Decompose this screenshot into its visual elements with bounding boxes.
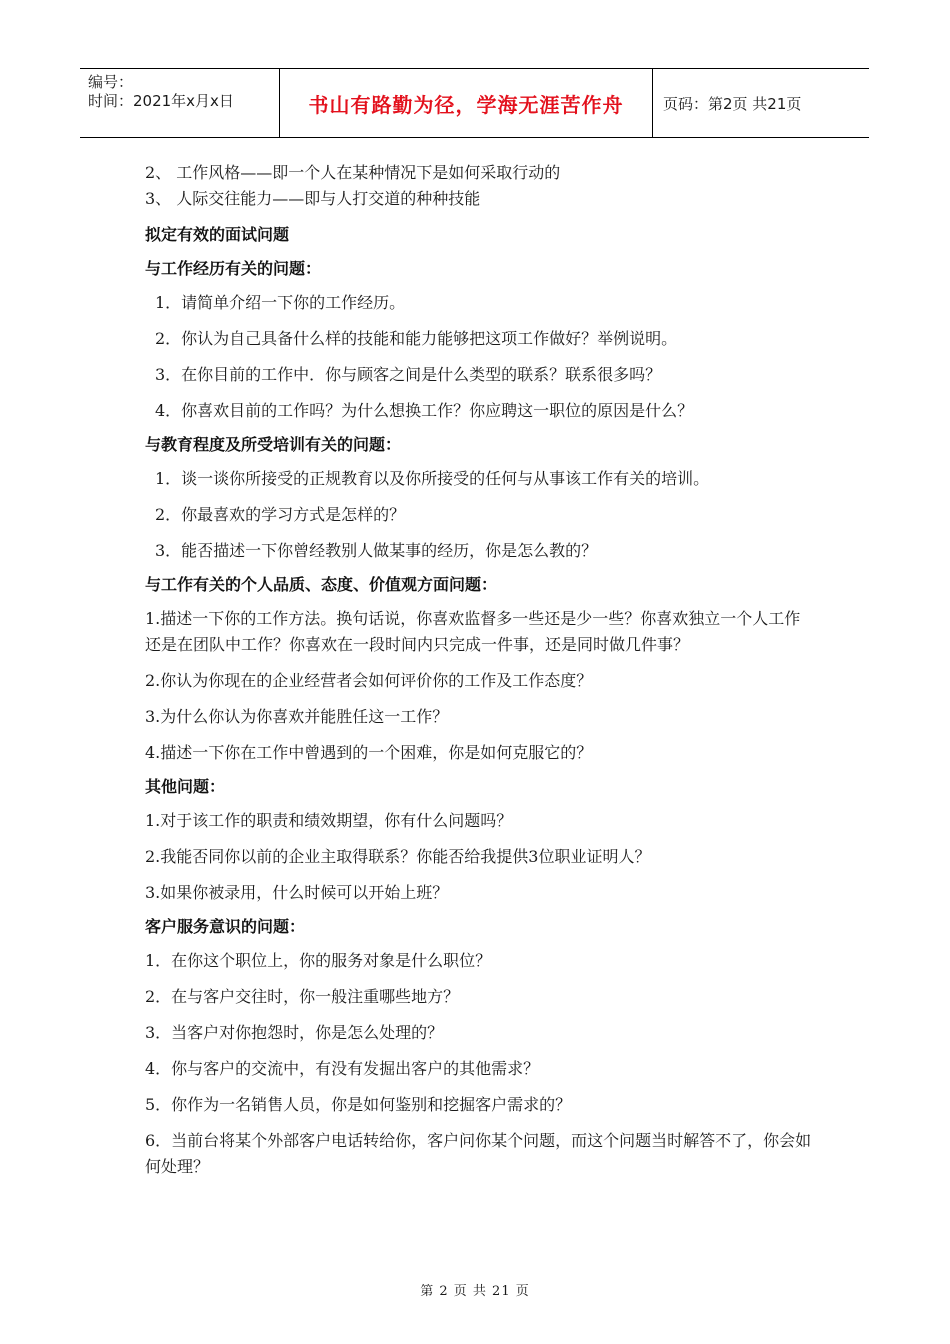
list-item: 2.你认为你现在的企业经营者会如何评价你的工作及工作态度？ bbox=[145, 671, 593, 690]
list-item: 5．你作为一名销售人员，你是如何鉴别和挖掘客户需求的？ bbox=[145, 1095, 572, 1114]
page-footer: 第 2 页 共 21 页 bbox=[420, 1284, 530, 1299]
list-item: 3．能否描述一下你曾经教别人做某事的经历，你是怎么教的？ bbox=[155, 541, 598, 560]
header-page-code: 页码：第2页 共21页 bbox=[663, 94, 802, 113]
list-item: 1．在你这个职位上，你的服务对象是什么职位？ bbox=[145, 951, 492, 970]
list-item: 4．你与客户的交流中，有没有发掘出客户的其他需求？ bbox=[145, 1059, 540, 1078]
list-item: 6．当前台将某个外部客户电话转给你，客户问你某个问题，而这个问题当时解答不了，你会如何处理？ bbox=[145, 1131, 812, 1176]
section-heading: 其他问题： bbox=[145, 777, 226, 796]
header-motto: 书山有路勤为径，学海无涯苦作舟 bbox=[308, 92, 624, 117]
list-item: 2．你最喜欢的学习方式是怎样的？ bbox=[155, 505, 406, 524]
section-heading: 与工作有关的个人品质、态度、价值观方面问题： bbox=[145, 575, 498, 594]
list-item: 1．谈一谈你所接受的正规教育以及你所接受的任何与从事该工作有关的培训。 bbox=[155, 469, 710, 488]
intro-line: 2、 工作风格——即一个人在某种情况下是如何采取行动的 bbox=[145, 163, 561, 182]
header-motto-cell bbox=[280, 69, 653, 137]
list-item: 1．请简单介绍一下你的工作经历。 bbox=[155, 293, 406, 312]
list-item: 1.描述一下你的工作方法。换句话说，你喜欢监督多一些还是少一些？你喜欢独立一个人工作还是在团队中工作？你喜欢在一段时间内只完成一件事，还是同时做几件事？ bbox=[145, 609, 801, 654]
list-item: 2.我能否同你以前的企业主取得联系？你能否给我提供3位职业证明人？ bbox=[145, 847, 651, 866]
list-item: 1.对于该工作的职责和绩效期望，你有什么问题吗？ bbox=[145, 811, 513, 830]
header-meta bbox=[80, 69, 280, 137]
list-item: 2．你认为自己具备什么样的技能和能力能够把这项工作做好？举例说明。 bbox=[155, 329, 678, 348]
page-header bbox=[80, 68, 869, 138]
list-item: 3．在你目前的工作中．你与顾客之间是什么类型的联系？联系很多吗？ bbox=[155, 365, 662, 384]
document-body bbox=[145, 160, 815, 1190]
list-item: 4.描述一下你在工作中曾遇到的一个困难，你是如何克服它的？ bbox=[145, 743, 593, 762]
header-time-label: 时间：2021年x月x日 bbox=[88, 92, 234, 110]
list-item: 3．当客户对你抱怨时，你是怎么处理的？ bbox=[145, 1023, 444, 1042]
list-item: 2．在与客户交往时，你一般注重哪些地方？ bbox=[145, 987, 460, 1006]
section-heading: 拟定有效的面试问题 bbox=[145, 225, 290, 244]
list-item: 3.为什么你认为你喜欢并能胜任这一工作？ bbox=[145, 707, 449, 726]
header-number-label: 编号： bbox=[88, 73, 134, 91]
list-item: 3.如果你被录用，什么时候可以开始上班？ bbox=[145, 883, 449, 902]
section-heading: 客户服务意识的问题： bbox=[145, 917, 306, 936]
intro-line: 3、 人际交往能力——即与人打交道的种种技能 bbox=[145, 189, 481, 208]
section-heading: 与工作经历有关的问题： bbox=[145, 259, 322, 278]
section-heading: 与教育程度及所受培训有关的问题： bbox=[145, 435, 402, 454]
intro-lines bbox=[145, 160, 815, 212]
list-item: 4．你喜欢目前的工作吗？为什么想换工作？你应聘这一职位的原因是什么？ bbox=[155, 401, 694, 420]
